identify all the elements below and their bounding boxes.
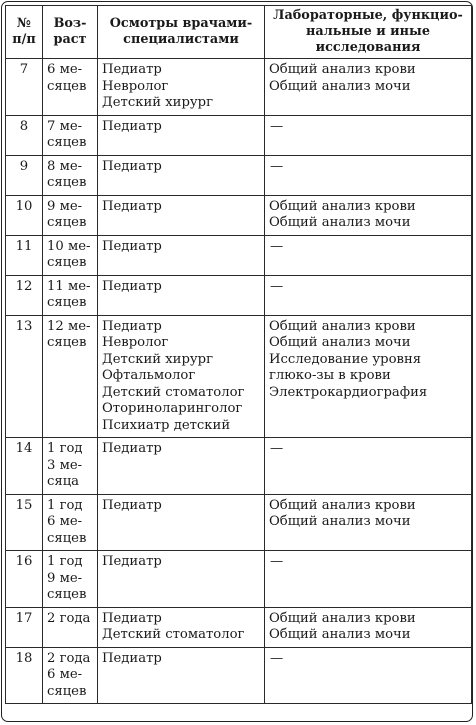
table-row: [6, 315, 472, 438]
row-age: 2 года 6 ме- сяцев: [43, 647, 98, 704]
test-item: —: [270, 158, 284, 174]
table-row: [6, 438, 472, 495]
row-tests: [265, 115, 472, 155]
examination-schedule-table: [5, 5, 472, 704]
doctor-item: Детский хирург: [102, 351, 213, 367]
doctor-item: Педиатр: [102, 198, 162, 214]
doctor-item: Оториноларинголог: [102, 401, 243, 416]
row-number: 17: [6, 607, 43, 647]
row-doctors: [98, 607, 265, 647]
doctor-item: Офтальмолог: [102, 368, 196, 383]
row-tests: [265, 438, 472, 495]
row-age: 11 ме- сяцев: [43, 275, 98, 315]
row-doctors: [98, 315, 265, 438]
row-number: 13: [6, 315, 43, 438]
header-tests-text: Лабораторные, функцио- нальные и иные исследования: [273, 8, 463, 55]
row-age: 10 ме- сяцев: [43, 235, 98, 275]
row-age: 2 года: [43, 607, 98, 647]
test-item: Общий анализ мочи: [269, 78, 411, 94]
row-doctors: [98, 235, 265, 275]
row-number: 7: [6, 59, 43, 116]
doctor-item: Детский хирург: [102, 95, 213, 110]
row-doctors: [98, 115, 265, 155]
row-number: 15: [6, 494, 43, 551]
table-row: [6, 607, 472, 647]
header-tests: [265, 6, 472, 59]
row-tests: [265, 494, 472, 551]
header-row: [6, 6, 472, 59]
header-number-text: № п/п: [12, 16, 36, 47]
doctor-item: Педиатр: [102, 650, 162, 666]
row-tests: [265, 551, 472, 608]
row-number: 18: [6, 647, 43, 704]
row-tests: [265, 195, 472, 235]
doctor-item: Педиатр: [102, 158, 162, 174]
table-body: [6, 59, 472, 704]
table-row: [6, 235, 472, 275]
row-tests: [265, 275, 472, 315]
row-doctors: [98, 438, 265, 495]
header-age: [43, 6, 98, 59]
row-number: 9: [6, 155, 43, 195]
doctor-item: Педиатр: [102, 497, 162, 513]
header-age-text: Воз- раст: [53, 16, 87, 47]
table-row: [6, 155, 472, 195]
table-row: [6, 115, 472, 155]
row-age: 1 год 3 ме- сяца: [43, 438, 98, 495]
row-tests: [265, 235, 472, 275]
row-age: 1 год 6 ме- сяцев: [43, 494, 98, 551]
doctor-item: Педиатр: [102, 238, 162, 254]
doctor-item: Педиатр: [102, 62, 162, 77]
row-doctors: [98, 275, 265, 315]
table-row: [6, 195, 472, 235]
test-item: Общий анализ крови: [269, 610, 416, 626]
doctor-item: Педиатр: [102, 318, 162, 334]
table-row: [6, 275, 472, 315]
row-number: 11: [6, 235, 43, 275]
row-tests: [265, 607, 472, 647]
row-doctors: [98, 59, 265, 116]
test-item: Общий анализ крови: [269, 318, 416, 334]
test-item: Общий анализ мочи: [269, 335, 411, 350]
test-item: Общий анализ мочи: [269, 627, 411, 642]
row-number: 12: [6, 275, 43, 315]
table-row: [6, 647, 472, 704]
test-item: —: [270, 554, 284, 569]
test-item: —: [270, 118, 284, 134]
doctor-item: Педиатр: [102, 118, 162, 134]
table-row: [6, 59, 472, 116]
table-row: [6, 494, 472, 551]
test-item: Общий анализ крови: [269, 198, 416, 214]
doctor-item: Детский стоматолог: [102, 384, 245, 400]
row-tests: [265, 155, 472, 195]
row-number: 16: [6, 551, 43, 608]
row-number: 14: [6, 438, 43, 495]
row-doctors: [98, 647, 265, 704]
test-item: Общий анализ крови: [269, 62, 416, 77]
doctor-item: Педиатр: [102, 554, 162, 569]
doctor-item: Психиатр детский: [102, 417, 231, 433]
header-doctors: [98, 6, 265, 59]
header-number: [6, 6, 43, 59]
header-doctors-text: Осмотры врачами- специалистами: [109, 16, 253, 47]
test-item: Электрокардиография: [269, 384, 428, 400]
row-tests: [265, 647, 472, 704]
row-doctors: [98, 494, 265, 551]
table-header: [6, 6, 472, 59]
test-item: —: [270, 650, 284, 666]
row-age: 9 ме- сяцев: [43, 195, 98, 235]
row-age: 7 ме- сяцев: [43, 115, 98, 155]
row-doctors: [98, 551, 265, 608]
test-item: Общий анализ крови: [269, 497, 416, 513]
test-item: —: [270, 441, 284, 456]
row-doctors: [98, 155, 265, 195]
row-age: 12 ме- сяцев: [43, 315, 98, 438]
doctor-item: Педиатр: [102, 610, 162, 626]
doctor-item: Невролог: [102, 78, 169, 94]
test-item: Общий анализ мочи: [269, 215, 411, 230]
test-item: —: [270, 238, 284, 254]
row-number: 10: [6, 195, 43, 235]
row-number: 8: [6, 115, 43, 155]
row-tests: [265, 59, 472, 116]
doctor-item: Педиатр: [102, 441, 162, 456]
row-tests: [265, 315, 472, 438]
table-row: [6, 551, 472, 608]
row-doctors: [98, 195, 265, 235]
doctor-item: Детский стоматолог: [102, 627, 245, 642]
row-age: 8 ме- сяцев: [43, 155, 98, 195]
doctor-item: Педиатр: [102, 278, 162, 294]
test-item: —: [270, 278, 284, 294]
doctor-item: Невролог: [102, 335, 169, 350]
row-age: 1 год 9 ме- сяцев: [43, 551, 98, 608]
test-item: Общий анализ мочи: [269, 514, 411, 529]
row-age: 6 ме- сяцев: [43, 59, 98, 116]
test-item: Исследование уровня глюко-зы в крови: [269, 351, 422, 383]
